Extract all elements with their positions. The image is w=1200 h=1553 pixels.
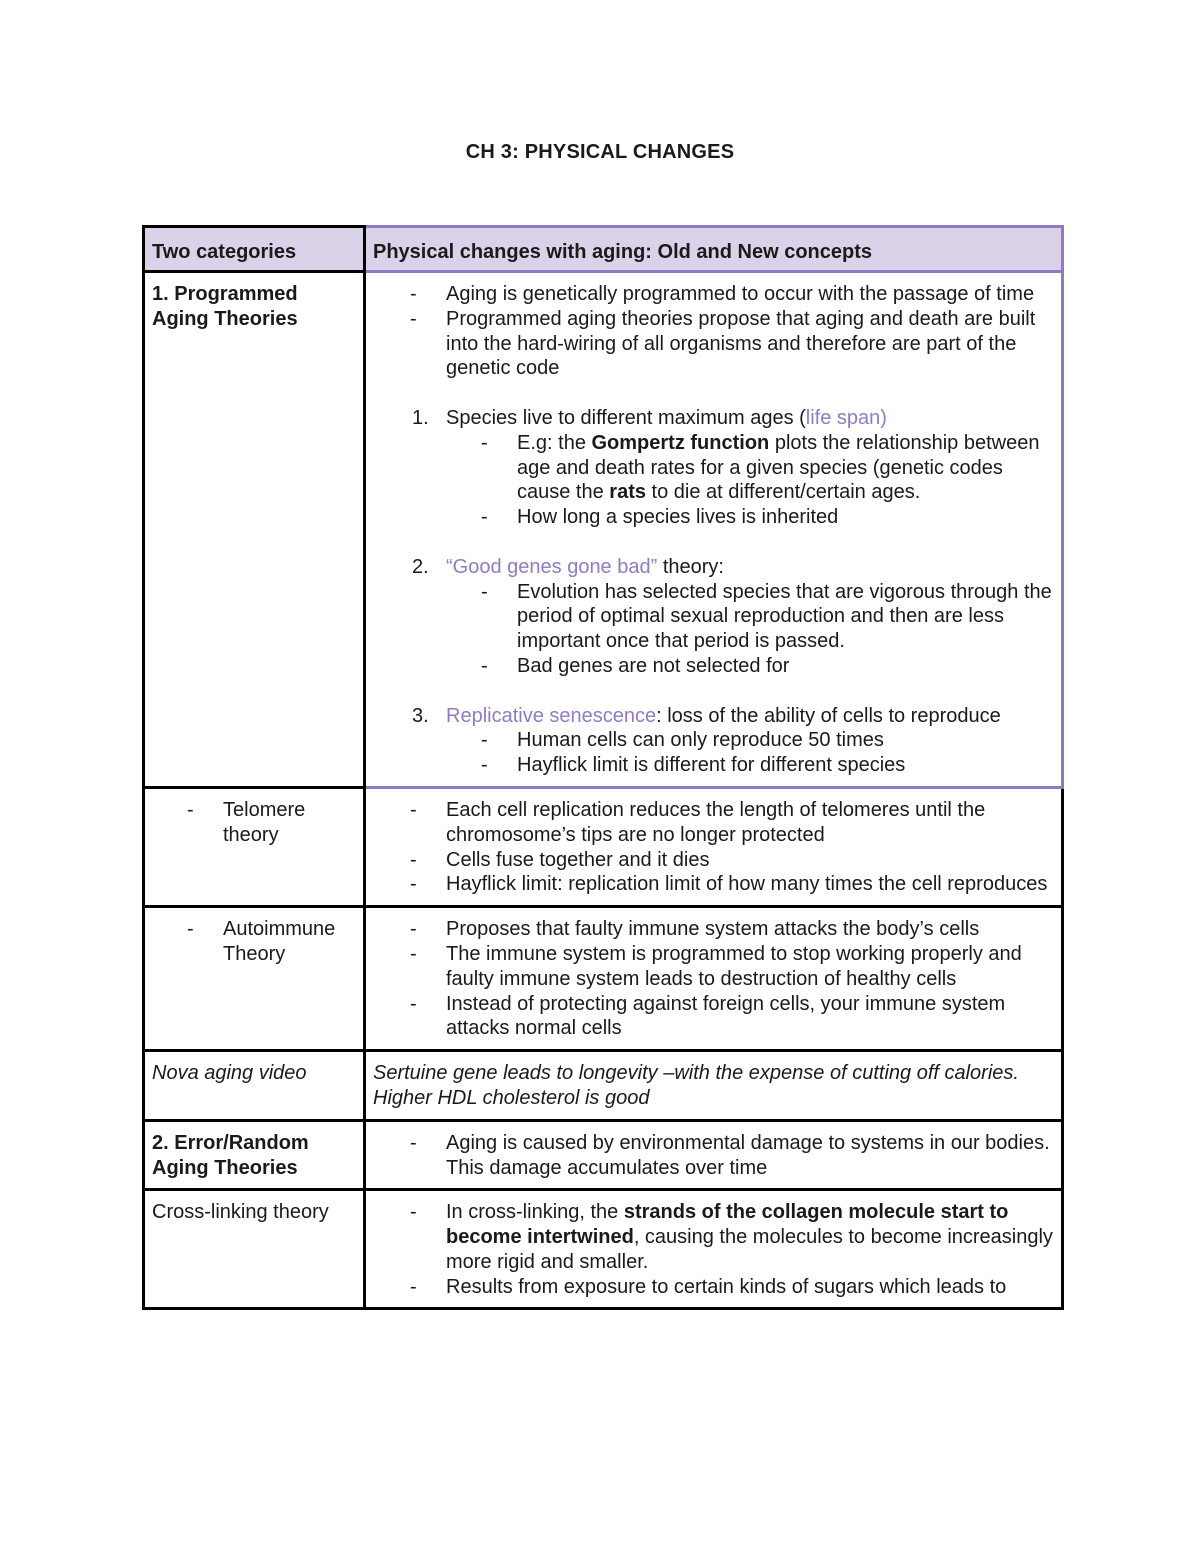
header-categories: Two categories xyxy=(144,227,365,272)
telomere-label-cell: - Telomere theory xyxy=(144,787,365,906)
error-content xyxy=(365,1120,1063,1190)
nova-label: Nova aging video xyxy=(144,1051,365,1121)
table-row-programmed xyxy=(144,272,1063,788)
page-title: CH 3: PHYSICAL CHANGES xyxy=(465,141,735,163)
header-changes: Physical changes with aging: Old and New concepts xyxy=(365,227,1063,272)
list-item: 1. Species live to different maximum ages (life span) xyxy=(412,406,887,429)
list-item: - Instead of protecting against foreign cells, your immune system attacks normal cells xyxy=(373,992,1054,1042)
programmed-content xyxy=(365,272,1063,788)
good-genes-term: “Good genes gone bad” xyxy=(446,555,658,578)
table-row-telomere xyxy=(144,787,1063,906)
table-row-error xyxy=(144,1120,1063,1190)
list-item: - E.g: the Gompertz function plots the relationship between age and death rates for a given species (genetic codes cause the rats to die at different/certain ages. xyxy=(373,431,1054,505)
telomere-content xyxy=(365,787,1063,906)
list-item: - Aging is genetically programmed to occur with the passage of time xyxy=(373,282,1054,307)
list-item: - Cells fuse together and it dies xyxy=(373,848,1054,873)
list-item: - Each cell replication reduces the length of telomeres until the chromosome’s tips are no longer protected xyxy=(373,798,1054,848)
life-span-term: life span xyxy=(805,406,881,429)
replicative-senescence-term: Replicative senescence xyxy=(446,704,657,727)
list-item: 2. “Good genes gone bad” theory: xyxy=(412,555,724,578)
list-item: - Proposes that faulty immune system attacks the body’s cells xyxy=(373,917,1054,942)
list-item: - Hayflick limit: replication limit of how many times the cell reproduces xyxy=(373,872,1054,897)
telomere-label: Telomere theory xyxy=(223,798,306,846)
table-row-crosslinking xyxy=(144,1190,1063,1309)
programmed-numbered-list xyxy=(373,406,1054,431)
nova-content: Sertuine gene leads to longevity –with the expense of cutting off calories. Higher HDL cholesterol is good xyxy=(365,1051,1063,1121)
crosslink-label: Cross-linking theory xyxy=(144,1190,365,1309)
programmed-label: 1. Programmed Aging Theories xyxy=(144,272,365,788)
table-header-row xyxy=(144,227,1063,272)
notes-table xyxy=(142,225,1064,1310)
programmed-bullets xyxy=(373,282,1054,381)
autoimmune-content xyxy=(365,907,1063,1051)
list-item: - How long a species lives is inherited xyxy=(373,505,1054,530)
item2-sub-bullets xyxy=(373,580,1054,679)
table-row-nova xyxy=(144,1051,1063,1121)
crosslink-content xyxy=(365,1190,1063,1309)
autoimmune-label: Autoimmune Theory xyxy=(223,918,336,965)
item3-sub-bullets xyxy=(373,728,1054,778)
list-item: - Evolution has selected species that are vigorous through the period of optimal sexual reproduction and then are less important once that period is passed. xyxy=(373,580,1054,654)
list-item: - The immune system is programmed to stop working properly and faulty immune system leads to destruction of healthy cells xyxy=(373,942,1054,992)
list-item: - In cross-linking, the strands of the collagen molecule start to become intertwined, causing the molecules to become increasingly more rigid and smaller. xyxy=(373,1200,1054,1274)
list-item: - Aging is caused by environmental damage to systems in our bodies. This damage accumulates over time xyxy=(373,1131,1054,1181)
list-item: - Programmed aging theories propose that aging and death are built into the hard-wiring of all organisms and therefore are part of the genetic code xyxy=(373,307,1054,381)
list-item: - Human cells can only reproduce 50 times xyxy=(373,728,1054,753)
list-item: 3. Replicative senescence: loss of the ability of cells to reproduce xyxy=(412,704,1001,727)
item1-sub-bullets xyxy=(373,431,1054,530)
error-label: 2. Error/Random Aging Theories xyxy=(144,1120,365,1190)
autoimmune-label-cell: - Autoimmune Theory xyxy=(144,907,365,1051)
list-item: - Bad genes are not selected for xyxy=(373,654,1054,679)
list-item: - Hayflick limit is different for different species xyxy=(373,753,1054,778)
table-row-autoimmune xyxy=(144,907,1063,1051)
list-item: - Results from exposure to certain kinds of sugars which leads to xyxy=(373,1275,1054,1300)
